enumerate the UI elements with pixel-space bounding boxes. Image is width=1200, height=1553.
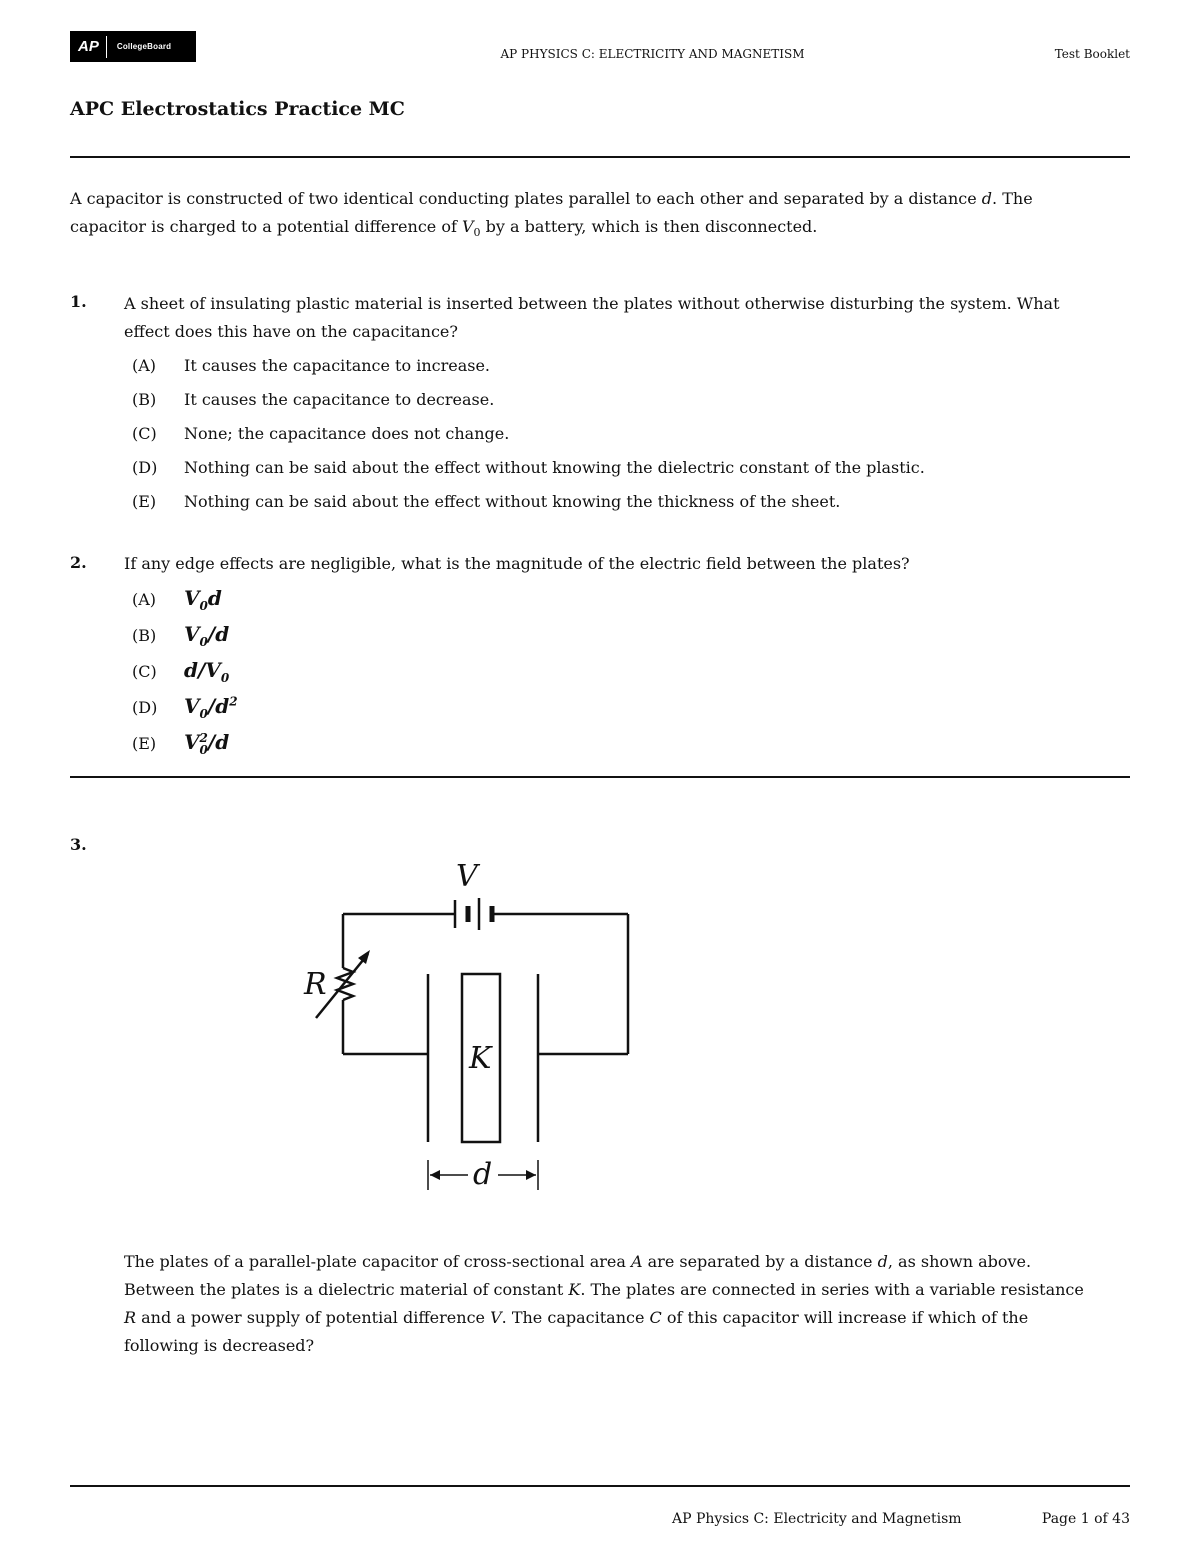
battery-label: V: [456, 859, 478, 894]
question-3-stem: [124, 1248, 1136, 1360]
question-1-option-a[interactable]: [132, 356, 925, 390]
option-text: None; the capacitance does not change.: [184, 424, 510, 443]
option-letter: (E): [132, 492, 157, 511]
option-formula: [184, 586, 222, 613]
question-2-option-d[interactable]: [132, 694, 238, 730]
option-formula: [184, 622, 229, 649]
distance-label: d: [473, 1157, 493, 1192]
logo-ap-text: AP: [78, 38, 99, 55]
question-2-number: 2.: [70, 553, 87, 572]
question-1-stem-line-1: A sheet of insulating plastic material is inserted between the plates without otherwise disturbing the system. What: [124, 294, 1060, 313]
header-booklet-label: Test Booklet: [1054, 47, 1130, 61]
question-3-number: 3.: [70, 835, 87, 854]
formula-sup: 2: [199, 730, 208, 745]
option-text: It causes the capacitance to increase.: [184, 356, 491, 375]
option-letter: (B): [132, 390, 157, 409]
question-1-stem: [124, 290, 1134, 346]
footer-page-number: Page 1 of 43: [1041, 1511, 1130, 1527]
option-letter: (B): [132, 626, 157, 645]
intro-var-d: d: [981, 189, 993, 208]
option-text: Nothing can be said about the effect without knowing the dielectric constant of the plastic.: [184, 458, 925, 477]
option-formula: [184, 658, 229, 685]
title-divider: [70, 156, 1130, 158]
question-1-option-d[interactable]: [132, 458, 925, 492]
option-letter: (C): [132, 662, 157, 681]
q3-text: of this capacitor will increase if which of the: [661, 1308, 1029, 1327]
q3-text: . The capacitance: [501, 1308, 650, 1327]
q3-text: are separated by a distance: [642, 1252, 878, 1271]
formula-rest: d: [207, 586, 222, 610]
question-1-option-e[interactable]: [132, 492, 925, 526]
question-3-line-4: following is decreased?: [124, 1336, 315, 1355]
q3-text: and a power supply of potential difference: [136, 1308, 491, 1327]
question-2-option-a[interactable]: [132, 586, 238, 622]
formula-rest: /d: [207, 694, 230, 718]
question-3-line-1: [124, 1248, 1136, 1276]
option-text: It causes the capacitance to decrease.: [184, 390, 495, 409]
section-divider: [70, 776, 1130, 778]
question-2-option-b[interactable]: [132, 622, 238, 658]
formula-v: V: [184, 694, 200, 718]
formula-sub: 0: [220, 671, 230, 685]
option-letter: (A): [132, 356, 157, 375]
question-3-line-2: [124, 1276, 1136, 1304]
intro-line-2-end: by a battery, which is then disconnected.: [480, 217, 818, 236]
formula-script: [200, 732, 208, 756]
option-letter: (D): [132, 458, 158, 477]
option-letter: (D): [132, 698, 158, 717]
formula-v: V: [184, 622, 200, 646]
intro-line-1-end: . The: [992, 189, 1033, 208]
footer-course: AP Physics C: Electricity and Magnetism: [672, 1511, 962, 1527]
intro-line-1: [70, 185, 1140, 213]
formula-v: V: [205, 658, 221, 682]
intro-paragraph: [70, 185, 1140, 247]
intro-line-2-text: capacitor is charged to a potential difference of: [70, 217, 462, 236]
option-formula: [184, 694, 238, 721]
dimension-arrow-left: [430, 1170, 440, 1180]
footer-divider: [70, 1485, 1130, 1487]
option-formula: [184, 730, 229, 756]
dimension-arrow-right: [526, 1170, 536, 1180]
page-title: APC Electrostatics Practice MC: [70, 98, 405, 120]
q3-var-c: C: [649, 1308, 662, 1327]
question-2-options: [132, 586, 238, 766]
q3-var-a: A: [630, 1252, 643, 1271]
q3-text: The plates of a parallel-plate capacitor of cross-sectional area: [124, 1252, 631, 1271]
question-1-number: 1.: [70, 292, 87, 311]
q3-text: Between the plates is a dielectric material of constant: [124, 1280, 569, 1299]
question-2-stem: If any edge effects are negligible, what is the magnitude of the electric field between the plates?: [124, 554, 910, 573]
header-course-title: AP PHYSICS C: ELECTRICITY AND MAGNETISM: [500, 47, 805, 61]
question-2-option-e[interactable]: [132, 730, 238, 766]
formula-sup: 2: [229, 694, 238, 709]
dielectric-label: K: [469, 1041, 492, 1076]
formula-rest: /d: [207, 730, 230, 754]
intro-line-2: [70, 213, 1140, 247]
formula-pre: d/: [184, 658, 206, 682]
q3-text: , as shown above.: [887, 1252, 1032, 1271]
question-1-option-c[interactable]: [132, 424, 925, 458]
q3-var-r: R: [124, 1308, 137, 1327]
q3-var-k: K: [568, 1280, 581, 1299]
question-2-option-c[interactable]: [132, 658, 238, 694]
option-letter: (E): [132, 734, 157, 753]
formula-v: V: [184, 730, 200, 754]
logo-board-text: CollegeBoard: [116, 42, 172, 51]
intro-var-sub: 0: [473, 226, 481, 240]
question-3-line-3: [124, 1304, 1136, 1332]
formula-sub: 0: [199, 742, 208, 757]
q3-var-d: d: [877, 1252, 888, 1271]
q3-text: . The plates are connected in series with a variable resistance: [580, 1280, 1084, 1299]
option-letter: (A): [132, 590, 157, 609]
question-1-options: [132, 356, 925, 526]
formula-sub: 0: [199, 707, 208, 721]
question-1-option-b[interactable]: [132, 390, 925, 424]
formula-v: V: [184, 586, 200, 610]
variable-resistor-arrowhead: [358, 950, 370, 964]
option-letter: (C): [132, 424, 157, 443]
formula-rest: /d: [207, 622, 230, 646]
capacitor-circuit-diagram: [290, 850, 650, 1200]
formula-sub: 0: [199, 635, 208, 649]
option-text: Nothing can be said about the effect without knowing the thickness of the sheet.: [184, 492, 841, 511]
intro-line-1-text: A capacitor is constructed of two identical conducting plates parallel to each other and separated by a distance: [70, 189, 982, 208]
intro-var-v: V: [461, 217, 474, 236]
formula-sub: 0: [199, 599, 208, 613]
question-1-stem-line-2: effect does this have on the capacitance?: [124, 322, 458, 341]
resistor-label: R: [304, 967, 327, 1002]
q3-var-v: V: [490, 1308, 502, 1327]
